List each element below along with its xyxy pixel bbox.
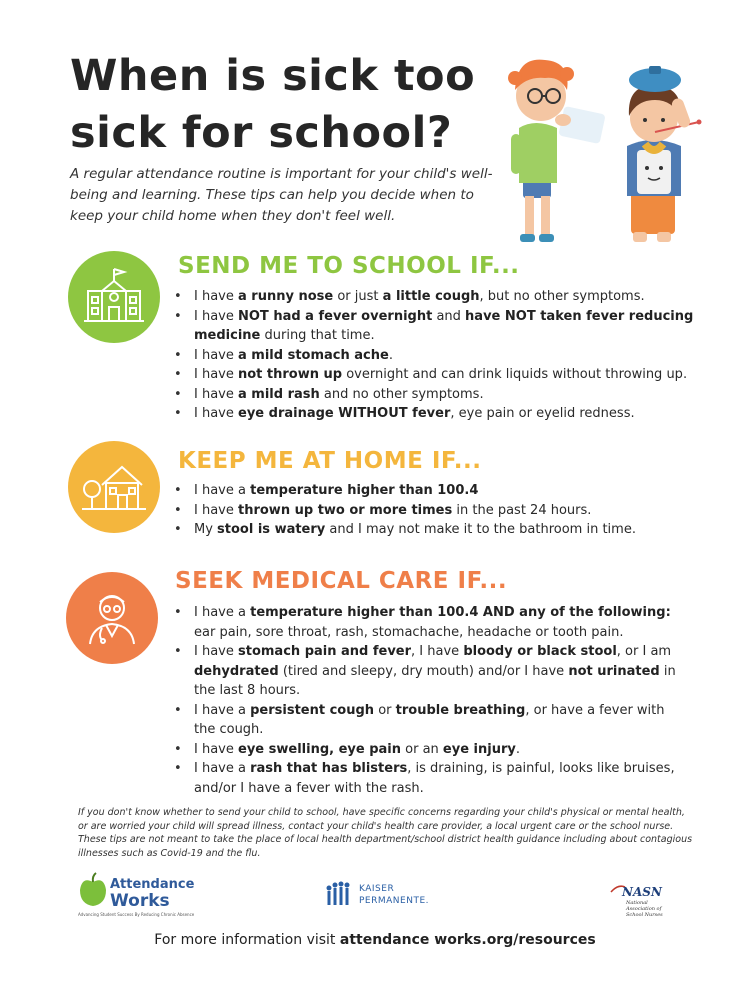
emphasis-text: a little cough <box>382 289 480 304</box>
disclaimer-text: If you don't know whether to send your child to school, have specific concerns regarding your child's physical or mental health, or are worried your child will spread illness, contact your child's health care provider, a local urgent care or the school nurse. These tips are not meant to take the place of local health department/school district health guidance including about contagious illnesses such as Covid-19 and the flu. <box>78 807 693 859</box>
emphasis-text: stomach pain and fever <box>238 644 412 659</box>
house-icon-circle <box>68 441 160 533</box>
item-text: I have <box>194 644 238 659</box>
item-text: , I have <box>411 644 464 659</box>
list-item <box>172 759 682 798</box>
emphasis-text: bloody or black stool <box>463 644 617 659</box>
emphasis-text: have NOT taken fever reducing medicine <box>194 308 694 343</box>
item-text: I have a <box>194 605 251 620</box>
list-item <box>172 520 702 540</box>
item-text: during that time. <box>260 328 375 343</box>
footer <box>0 932 750 948</box>
item-text: and no other symptoms. <box>319 386 484 402</box>
item-text: ear pain, sore throat, rash, stomachache, headache or tooth pain. <box>194 624 624 640</box>
item-text: I have <box>194 502 238 518</box>
emphasis-text: eye injury <box>442 741 516 757</box>
item-text: I have <box>194 367 238 382</box>
intro-text: A regular attendance routine is important for your child's well-being and learning. These tips can help you decide when to keep your child home when they don't feel well. <box>70 166 493 224</box>
nasn-abbr: NASN <box>622 885 662 899</box>
list-item <box>172 365 702 385</box>
emphasis-text: a runny nose <box>238 289 334 304</box>
emphasis-text: NOT had a fever overnight <box>238 308 433 324</box>
item-text: I have <box>194 347 238 363</box>
list-item <box>172 287 702 307</box>
emphasis-text: eye drainage WITHOUT fever <box>238 406 451 421</box>
item-text: I have a <box>194 483 251 498</box>
item-text: My <box>194 522 218 537</box>
section-heading-medical: SEEK MEDICAL CARE IF... <box>175 568 508 594</box>
emphasis-text: stool is watery <box>217 522 326 537</box>
nasn-logo <box>610 884 680 924</box>
item-text: or an <box>401 741 443 757</box>
item-text: , but no other symptoms. <box>479 289 645 304</box>
seek-medical-care-list <box>172 603 682 798</box>
item-text: , or I am <box>616 644 672 659</box>
house-icon <box>68 441 160 533</box>
list-item <box>172 346 702 366</box>
section-heading-home: KEEP ME AT HOME IF... <box>178 448 482 474</box>
list-item <box>172 404 702 424</box>
emphasis-text: rash that has blisters <box>250 761 408 776</box>
emphasis-text: not urinated <box>568 663 660 679</box>
footer-prefix: For more information visit <box>154 932 340 948</box>
title-line-2: sick for school? <box>70 108 453 158</box>
feverish-child-illustration <box>627 66 702 242</box>
item-text: overnight and can drink liquids without throwing up. <box>342 367 688 382</box>
attendance-works-line1: Attendance <box>110 877 195 892</box>
item-text: , is draining, is painful, looks like bruises, and/or I have a fever with the rash. <box>194 761 675 796</box>
item-text: , eye pain or eyelid redness. <box>450 406 635 421</box>
item-text: , or have a fever with the cough. <box>194 702 665 737</box>
section-heading-send: SEND ME TO SCHOOL IF... <box>178 253 520 279</box>
keep-at-home-list <box>172 481 702 540</box>
list-item <box>172 481 702 501</box>
school-icon <box>68 251 160 343</box>
nasn-line2: Association of <box>626 906 662 912</box>
emphasis-text: a mild stomach ache <box>238 347 389 363</box>
title-line-1: When is sick too <box>70 51 476 101</box>
send-to-school-list <box>172 287 702 424</box>
list-item <box>172 740 682 760</box>
item-text: or just <box>333 289 383 304</box>
list-item <box>172 385 702 405</box>
item-text: (tired and sleepy, dry mouth) and/or I have <box>278 663 569 679</box>
footer-link[interactable]: attendance works.org/resources <box>339 932 596 948</box>
emphasis-text: a mild rash <box>238 386 320 402</box>
attendance-works-tagline: Advancing Student Success By Reducing Chronic Absence <box>78 912 195 917</box>
emphasis-text: trouble breathing <box>395 702 526 718</box>
item-text: I have a <box>194 761 251 776</box>
list-item <box>172 603 682 642</box>
attendance-works-line2: Works <box>110 891 170 911</box>
emphasis-text: dehydrated <box>194 663 279 679</box>
item-text: I have <box>194 289 238 304</box>
item-text: . <box>515 741 521 757</box>
item-text: I have a <box>194 702 251 718</box>
kaiser-permanente-logo <box>323 880 443 910</box>
item-text: I have <box>194 741 238 757</box>
item-text: and I may not make it to the bathroom in time. <box>325 522 636 537</box>
emphasis-text: temperature higher than 100.4 <box>250 483 479 498</box>
item-text: and <box>432 308 466 324</box>
nasn-line1: National <box>626 900 648 906</box>
item-text: or <box>374 702 396 718</box>
kaiser-people-icon <box>323 880 355 908</box>
nasn-line3: School Nurses <box>626 912 663 918</box>
list-item <box>172 501 702 521</box>
item-text: I have <box>194 406 238 421</box>
apple-icon <box>78 872 108 908</box>
list-item <box>172 642 682 701</box>
attendance-works-logo <box>78 868 208 918</box>
sneezing-child-illustration <box>508 60 606 242</box>
kaiser-line1: KAISER <box>359 884 395 894</box>
list-item <box>172 701 682 740</box>
doctor-icon <box>66 572 158 664</box>
emphasis-text: thrown up two or more times <box>238 502 453 518</box>
item-text: I have <box>194 386 238 402</box>
emphasis-text: persistent cough <box>250 702 375 718</box>
emphasis-text: not thrown up <box>238 367 343 382</box>
school-icon-circle <box>68 251 160 343</box>
item-text: . <box>388 347 393 363</box>
sick-children-illustration <box>505 38 715 250</box>
doctor-icon-circle <box>66 572 158 664</box>
emphasis-text: eye swelling, eye pain <box>238 741 402 757</box>
item-text: I have <box>194 308 238 324</box>
item-text: in the past 24 hours. <box>452 502 592 518</box>
page-title <box>70 48 510 162</box>
kaiser-line2: PERMANENTE. <box>359 896 429 906</box>
list-item <box>172 307 702 346</box>
emphasis-text: temperature higher than 100.4 AND any of the following: <box>250 605 671 620</box>
item-text: in the last 8 hours. <box>194 663 676 698</box>
